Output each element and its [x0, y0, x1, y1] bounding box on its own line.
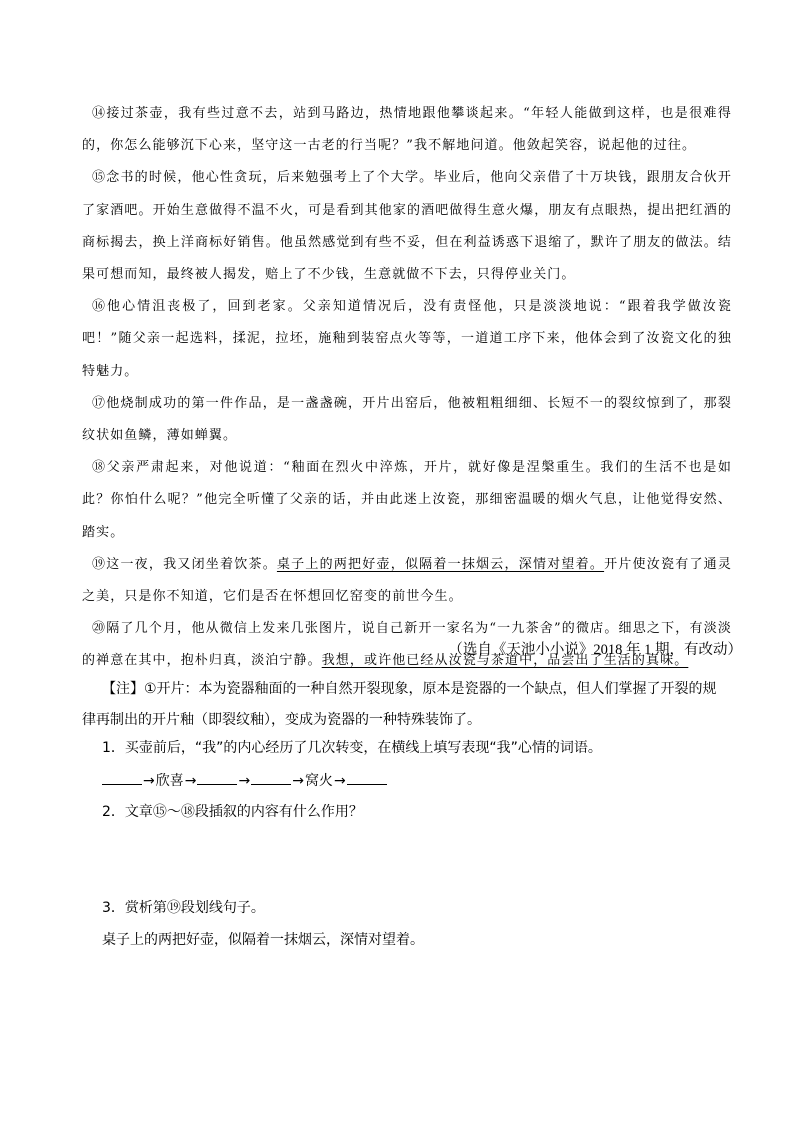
- arrow-3: →: [238, 773, 251, 789]
- question-1-answer-blanks: [102, 770, 387, 791]
- question-3: 3．赏析第⑲段划线句子。: [102, 900, 265, 916]
- underlined-sentence-20: 我想，或许他已经从汝瓷与茶道中，品尝出了生活的真味。: [321, 653, 689, 669]
- source-citation: （选自《天池小小说》2018 年 1 期，有改动）: [448, 642, 742, 658]
- story-passage: [82, 98, 732, 678]
- question-1: 1．买壶前后，“我”的内心经历了几次转变，在横线上填写表现“我”心情的词语。: [102, 740, 602, 756]
- paragraph-20-intro: ⑳隔了几个月，他从微信上发来几张图片，说自己新开一家名为“一九茶舍”的微店。细思之下，有淡淡的禅意在其中，抱朴归真，淡泊宁静。: [82, 621, 732, 669]
- arrow-2: →: [184, 773, 197, 789]
- paragraph-18: ⑱父亲严肃起来，对他说道：“釉面在烈火中淬炼，开片，就好像是涅槃重生。我们的生活不也是如此？你怕什么呢？”他完全听懂了父亲的话，并由此迷上汝瓷，那细密温暖的烟火气息，让他觉得安然、踏实。: [82, 460, 732, 540]
- paragraph-19: [82, 549, 732, 613]
- answer-word-2: 窝火: [304, 773, 333, 789]
- answer-blank-4[interactable]: [347, 770, 387, 785]
- note-line-1: ①开片：本为瓷器釉面的一种自然开裂现象，原本是瓷器的一个缺点，但人们掌握了开裂的规: [144, 681, 717, 697]
- arrow-4: →: [292, 773, 304, 789]
- paragraph-16: ⑯他心情沮丧极了，回到老家。父亲知道情况后，没有责怪他，只是淡淡地说：“跟着我学做汝瓷吧！”随父亲一起选料，揉泥，拉坯，施釉到装窑点火等等，一道道工序下来，他体会到了汝瓷文化的独特魅力。: [82, 299, 732, 379]
- paragraph-14: ⑭接过茶壶，我有些过意不去，站到马路边，热情地跟他攀谈起来。“年轻人能做到这样，也是很难得的，你怎么能够沉下心来，坚守这一古老的行当呢？”我不解地问道。他敛起笑容，说起他的过往。: [82, 106, 732, 154]
- question-2: 2．文章⑮～⑱段插叙的内容有什么作用？: [102, 804, 363, 820]
- note-text: [82, 674, 742, 736]
- paragraph-19-intro: ⑲这一夜，我又闭坐着饮茶。: [92, 556, 277, 572]
- annotation-note: [82, 674, 742, 736]
- answer-blank-3[interactable]: [251, 770, 291, 785]
- arrow-1: →: [143, 773, 155, 789]
- paragraph-15: ⑮念书的时候，他心性贪玩，后来勉强考上了个大学。毕业后，他向父亲借了十万块钱，跟朋友合伙开了家酒吧。开始生意做得不温不火，可是看到其他家的酒吧做得生意火爆，朋友有点眼热，提出把红酒的商标揭去，换上洋商标好销售。他虽然感觉到有些不妥，但在利益诱惑下退缩了，默许了朋友的做法。结果可想而知，最终被人揭发，赔上了不少钱，生意就做不下去，只得停业关门。: [82, 170, 732, 283]
- paragraph-19-rest: 开片使汝瓷有了通灵之美，只是你不知道，它们是否在怀想回忆窑变的前世今生。: [82, 556, 732, 605]
- note-prefix: 【注】: [102, 681, 144, 697]
- paragraph-17: ⑰他烧制成功的第一件作品，是一盏盏碗，开片出窑后，他被粗粗细细、长短不一的裂纹惊到了，那裂纹状如鱼鳞，薄如蝉翼。: [82, 395, 732, 444]
- answer-word-1: 欣喜: [155, 773, 184, 789]
- underlined-sentence-19: 桌子上的两把好壶，似隔着一抹烟云，深情对望着。: [276, 556, 605, 572]
- answer-blank-1[interactable]: [102, 770, 142, 785]
- question-3-quote: 桌子上的两把好壶，似隔着一抹烟云，深情对望着。: [102, 932, 424, 948]
- arrow-5: →: [333, 773, 346, 789]
- answer-blank-2[interactable]: [197, 770, 237, 785]
- note-line-2: 律再制出的开片釉（即裂纹釉），变成为瓷器的一种特殊装饰了。: [82, 712, 481, 728]
